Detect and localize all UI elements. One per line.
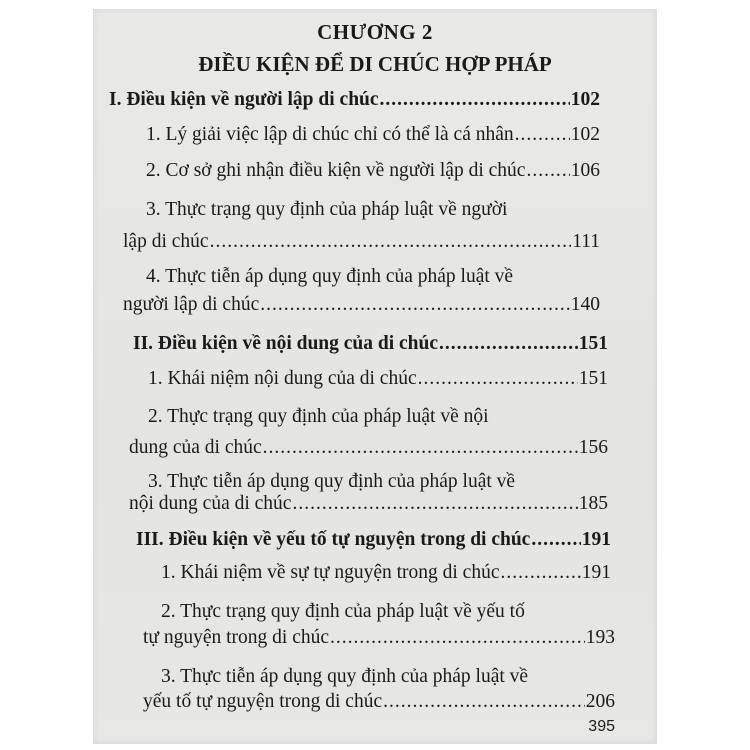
toc-item [148,368,608,390]
toc-item-line: 2. Thực trạng quy định của pháp luật về nội [148,406,489,427]
toc-page-number: 206 [585,691,615,712]
toc-page-number: 185 [578,493,608,514]
book-page [93,9,657,744]
toc-item-label: 2. Cơ sở ghi nhận điều kiện về người lập di chúc [146,160,526,181]
dot-leader [383,691,585,713]
toc-item-label: người lập di chúc [123,294,260,315]
toc-item-line: 4. Thực tiễn áp dụng quy định của pháp luật về [146,266,514,287]
dot-leader [439,333,578,355]
toc-item [143,691,615,713]
toc-section-2 [133,333,608,355]
dot-leader [210,231,572,253]
toc-page-number: 156 [578,437,608,458]
dot-leader [515,124,570,146]
toc-item-line: 3. Thực trạng quy định của pháp luật về người [146,199,508,220]
toc-item-line: 3. Thực tiễn áp dụng quy định của pháp luật về [148,471,516,492]
toc-item-label: lập di chúc [123,231,209,252]
toc-page-number: 151 [578,333,608,354]
dot-leader [292,493,577,515]
toc-item-line: 2. Thực trạng quy định của pháp luật về yếu tố [161,601,525,622]
toc-item-label: yếu tố tự nguyện trong di chúc [143,691,383,712]
toc-item [146,124,600,146]
toc-section-3 [136,529,611,551]
toc-section-title: I. Điều kiện về người lập di chúc [109,89,379,110]
toc-section-title: II. Điều kiện về nội dung của di chúc [133,333,439,354]
toc-section-title: III. Điều kiện về yếu tố tự nguyện trong di chúc [136,529,531,550]
toc-page-number: 102 [570,124,600,145]
toc-page-number: 191 [581,529,611,550]
dot-leader [531,529,580,551]
dot-leader [418,368,578,390]
toc-item [161,562,611,584]
toc-item [143,627,615,649]
toc-item-label: tự nguyện trong di chúc [143,627,330,648]
toc-item-line: 3. Thực tiễn áp dụng quy định của pháp luật về [161,666,529,687]
toc-item-label: 1. Khái niệm về sự tự nguyện trong di chúc [161,562,500,583]
chapter-title: ĐIỀU KIỆN ĐỂ DI CHÚC HỢP PHÁP [198,52,552,76]
toc-item [123,231,600,253]
toc-item-label: nội dung của di chúc [129,493,292,514]
dot-leader [263,437,578,459]
dot-leader [260,294,570,316]
toc-item [123,294,600,316]
toc-page-number: 102 [570,89,600,110]
toc-page-number: 106 [570,160,600,181]
chapter-label: CHƯƠNG 2 [317,20,433,44]
toc-page-number: 191 [581,562,611,583]
toc-item-label: 1. Khái niệm nội dung của di chúc [148,368,417,389]
toc-item-label: dung của di chúc [129,437,262,458]
toc-item [129,493,608,515]
page-number: 395 [588,718,615,735]
toc-page-number: 151 [578,368,608,389]
toc-item [129,437,608,459]
dot-leader [526,160,569,182]
toc-section-1 [109,89,600,111]
dot-leader [501,562,581,584]
toc-item [146,160,600,182]
dot-leader [330,627,585,649]
toc-item-label: 1. Lý giải việc lập di chúc chỉ có thể là cá nhân [146,124,514,145]
toc-page-number: 111 [572,231,600,252]
dot-leader [380,89,570,111]
toc-page-number: 140 [570,294,600,315]
toc-page-number: 193 [585,627,615,648]
